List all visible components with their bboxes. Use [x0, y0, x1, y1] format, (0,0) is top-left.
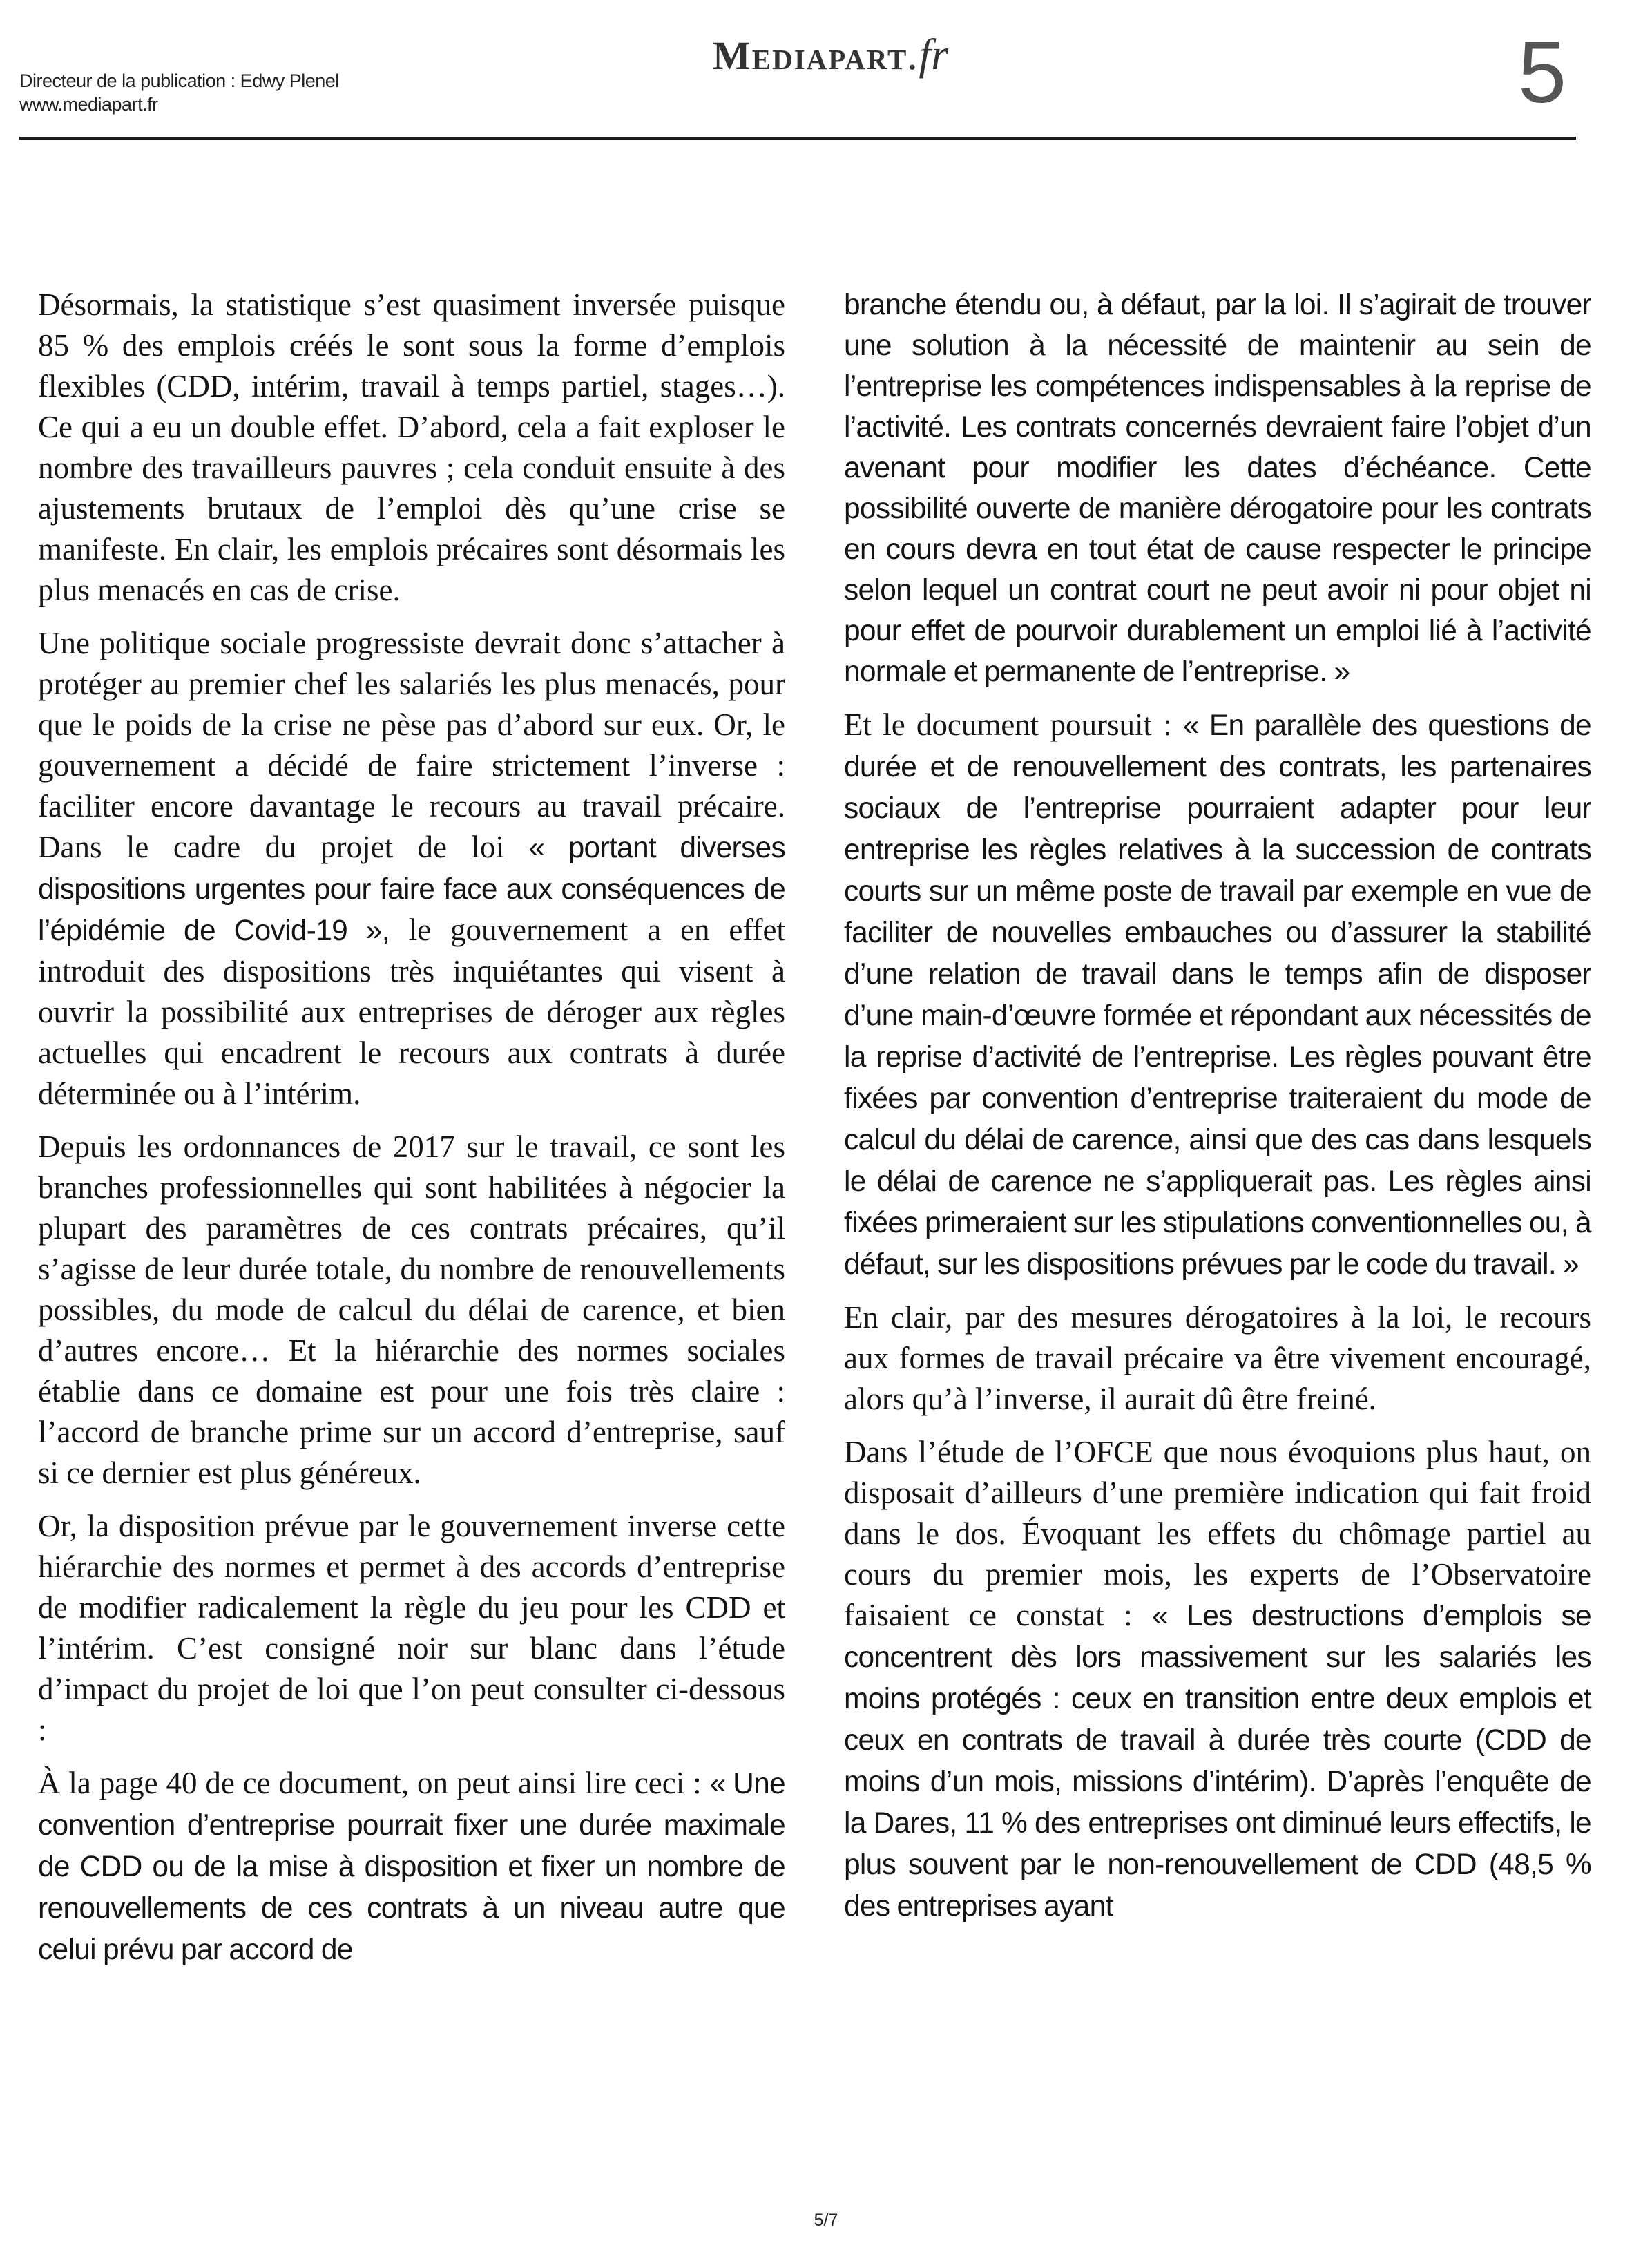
left-column: [38, 285, 785, 1983]
website-link[interactable]: www.mediapart.fr: [19, 94, 158, 115]
paragraph-text: Et le document poursuit :: [844, 707, 1183, 742]
paragraph-text: À la page 40 de ce document, on peut ainsi lire ceci :: [38, 1766, 710, 1800]
quote-paragraph: branche étendu ou, à défaut, par la loi. Il s’agirait de trouver une solution à la nécessité de maintenir au sein de l’entreprise les compétences indispensables à la reprise de l’activité. Les contrats concernés devraient faire l’objet d’un avenant pour modifier les dates d’échéance. Cette possibilité ouverte de manière dérogatoire pour les contrats en cours devra en tout état de cause respecter le principe selon lequel un contrat court ne peut avoir ni pour objet ni pour effet de pourvoir durablement un emploi lié à l’activité normale et permanente de l’entreprise. »: [844, 289, 1591, 688]
header-divider: [19, 137, 1576, 140]
quote-text: « Les destructions d’emplois se concentrent dès lors massivement sur les salariés les moins protégés : ceux en transition entre deux emplois et ceux en contrats de travail à durée très courte (CDD de moins d’un mois, missions d’intérim). D’après l’enquête de la Dares, 11 % des entreprises ont diminué leurs effectifs, le plus souvent par le non-renouvellement de CDD (48,5 % des entreprises ayant: [844, 1600, 1591, 1922]
right-column: [844, 285, 1591, 1939]
paragraph-text: le gouvernement a en effet introduit des dispositions très inquiétantes qui visent à ouvrir la possibilité aux entreprises de déroger aux règles actuelles qui encadrent le recours aux contrats à durée déterminée ou à l’intérim.: [38, 913, 785, 1111]
publisher-line: Directeur de la publication : Edwy Plenel: [19, 70, 339, 91]
logo-text: Mediapart: [713, 33, 908, 78]
publication-info: [19, 69, 339, 116]
paragraph: [844, 1432, 1591, 1927]
paragraph: [844, 705, 1591, 1285]
page-indicator: 5/7: [814, 2211, 838, 2230]
logo-suffix: .fr: [907, 30, 949, 79]
paragraph: Désormais, la statistique s’est quasiment inversée puisque 85 % des emplois créés le sont sous la forme d’emplois flexibles (CDD, intérim, travail à temps partiel, stages…). Ce qui a eu un double effet. D’abord, cela a fait exploser le nombre des travailleurs pauvres ; cela conduit ensuite à des ajustements brutaux de l’emploi dès qu’une crise se manifeste. En clair, les emplois précaires sont désormais les plus menacés en cas de crise.: [38, 287, 785, 607]
quote-text: « Une convention d’entreprise pourrait fixer une durée maximale de CDD ou de la mise à disposition et fixer un nombre de renouvellements de ces contrats à un niveau autre que celui prévu par accord de: [38, 1768, 785, 1966]
paragraph-text: Dans l’étude de l’OFCE que nous évoquions plus haut, on disposait d’ailleurs d’une première indication qui fait froid dans le dos. Évoquant les effets du chômage partiel au cours du premier mois, les experts de l’Observatoire faisaient ce constat :: [844, 1435, 1591, 1632]
quote-text: « portant diverses dispositions urgentes pour faire face aux conséquences de l’épidémie de Covid-19 »,: [38, 832, 785, 947]
quote-text: « En parallèle des questions de durée et de renouvellement des contrats, les partenaires sociaux de l’entreprise pourraient adapter pour leur entreprise les règles relatives à la succession de contrats courts sur un même poste de travail par exemple en vue de faciliter de nouvelles embauches ou d’assurer la stabilité d’une relation de travail dans le temps afin de disposer d’une main-d’œuvre formée et répondant aux nécessités de la reprise d’activité de l’entreprise. Les règles pouvant être fixées par convention d’entreprise traiteraient du mode de calcul du délai de carence, ainsi que des cas dans lesquels le délai de carence ne s’appliquerait pas. Les règles ainsi fixées primeraient sur les stipulations conventionnelles ou, à défaut, sur les dispositions prévues par le code du travail. »: [844, 709, 1591, 1281]
paragraph: [38, 1763, 785, 1970]
paragraph: Depuis les ordonnances de 2017 sur le travail, ce sont les branches professionnelles qui sont habilitées à négocier la plupart des paramètres de ces contrats précaires, qu’il s’agisse de leur durée totale, du nombre de renouvellements possibles, du mode de calcul du délai de carence, et bien d’autres encore… Et la hiérarchie des normes sociales établie dans ce domaine est pour une fois très claire : l’accord de branche prime sur un accord d’entreprise, sauf si ce dernier est plus généreux.: [38, 1129, 785, 1490]
paragraph: En clair, par des mesures dérogatoires à la loi, le recours aux formes de travail précaire va être vivement encouragé, alors qu’à l’inverse, il aurait dû être freiné.: [844, 1300, 1591, 1416]
paragraph-text: Une politique sociale progressiste devrait donc s’attacher à protéger au premier chef les salariés les plus menacés, pour que le poids de la crise ne pèse pas d’abord sur eux. Or, le gouvernement a décidé de faire strictement l’inverse : faciliter encore davantage le recours au travail précaire. Dans le cadre du projet de loi: [38, 626, 785, 864]
page-number: 5: [1518, 23, 1567, 121]
paragraph: [38, 623, 785, 1114]
paragraph: Or, la disposition prévue par le gouvernement inverse cette hiérarchie des normes et permet à des accords d’entreprise de modifier radicalement la règle du jeu pour les CDD et l’intérim. C’est consigné noir sur blanc dans l’étude d’impact du projet de loi que l’on peut consulter ci-dessous :: [38, 1509, 785, 1747]
mediapart-logo: [713, 29, 948, 80]
